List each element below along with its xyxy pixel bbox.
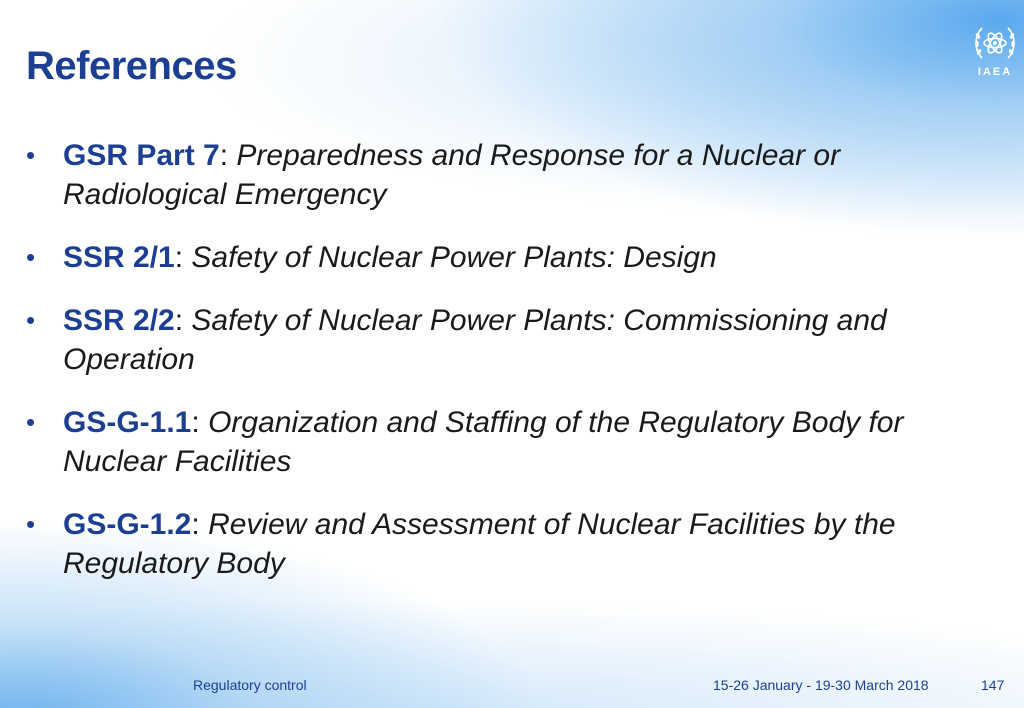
reference-code: SSR 2/1 [63, 241, 175, 274]
list-item [26, 238, 1006, 277]
bullet-icon: • [26, 242, 36, 272]
bullet-icon: • [26, 509, 36, 539]
reference-title: Review and Assessment of Nuclear Facilities by the Regulatory Body [63, 508, 896, 580]
references-list [26, 136, 1006, 607]
reference-title: Safety of Nuclear Power Plants: Design [191, 241, 717, 274]
reference-separator: : [191, 406, 200, 439]
list-item [26, 136, 1006, 214]
iaea-logo [970, 22, 1020, 82]
page-title: References [26, 44, 237, 88]
reference-title: Preparedness and Response for a Nuclear or Radiological Emergency [63, 139, 841, 211]
reference-code: SSR 2/2 [63, 304, 175, 337]
reference-title: Organization and Staffing of the Regulatory Body for Nuclear Facilities [63, 406, 904, 478]
footer-topic: Regulatory control [193, 677, 307, 693]
page-number: 147 [981, 677, 1005, 693]
reference-title: Safety of Nuclear Power Plants: Commissioning and Operation [63, 304, 887, 376]
reference-code: GSR Part 7 [63, 139, 220, 172]
list-item [26, 505, 1006, 583]
reference-code: GS-G-1.1 [63, 406, 192, 439]
footer-dates: 15-26 January - 19-30 March 2018 [713, 677, 929, 693]
reference-separator: : [191, 508, 200, 541]
bullet-icon: • [26, 305, 36, 335]
logo-wordmark: IAEA [977, 66, 1013, 78]
reference-separator: : [219, 139, 229, 172]
reference-code: GS-G-1.2 [63, 508, 192, 541]
bullet-icon: • [26, 140, 36, 170]
reference-separator: : [174, 304, 184, 337]
list-item [26, 403, 1006, 481]
reference-separator: : [174, 241, 184, 274]
bullet-icon: • [26, 407, 36, 437]
list-item [26, 301, 1006, 379]
atom-laurel-icon [970, 22, 1020, 66]
